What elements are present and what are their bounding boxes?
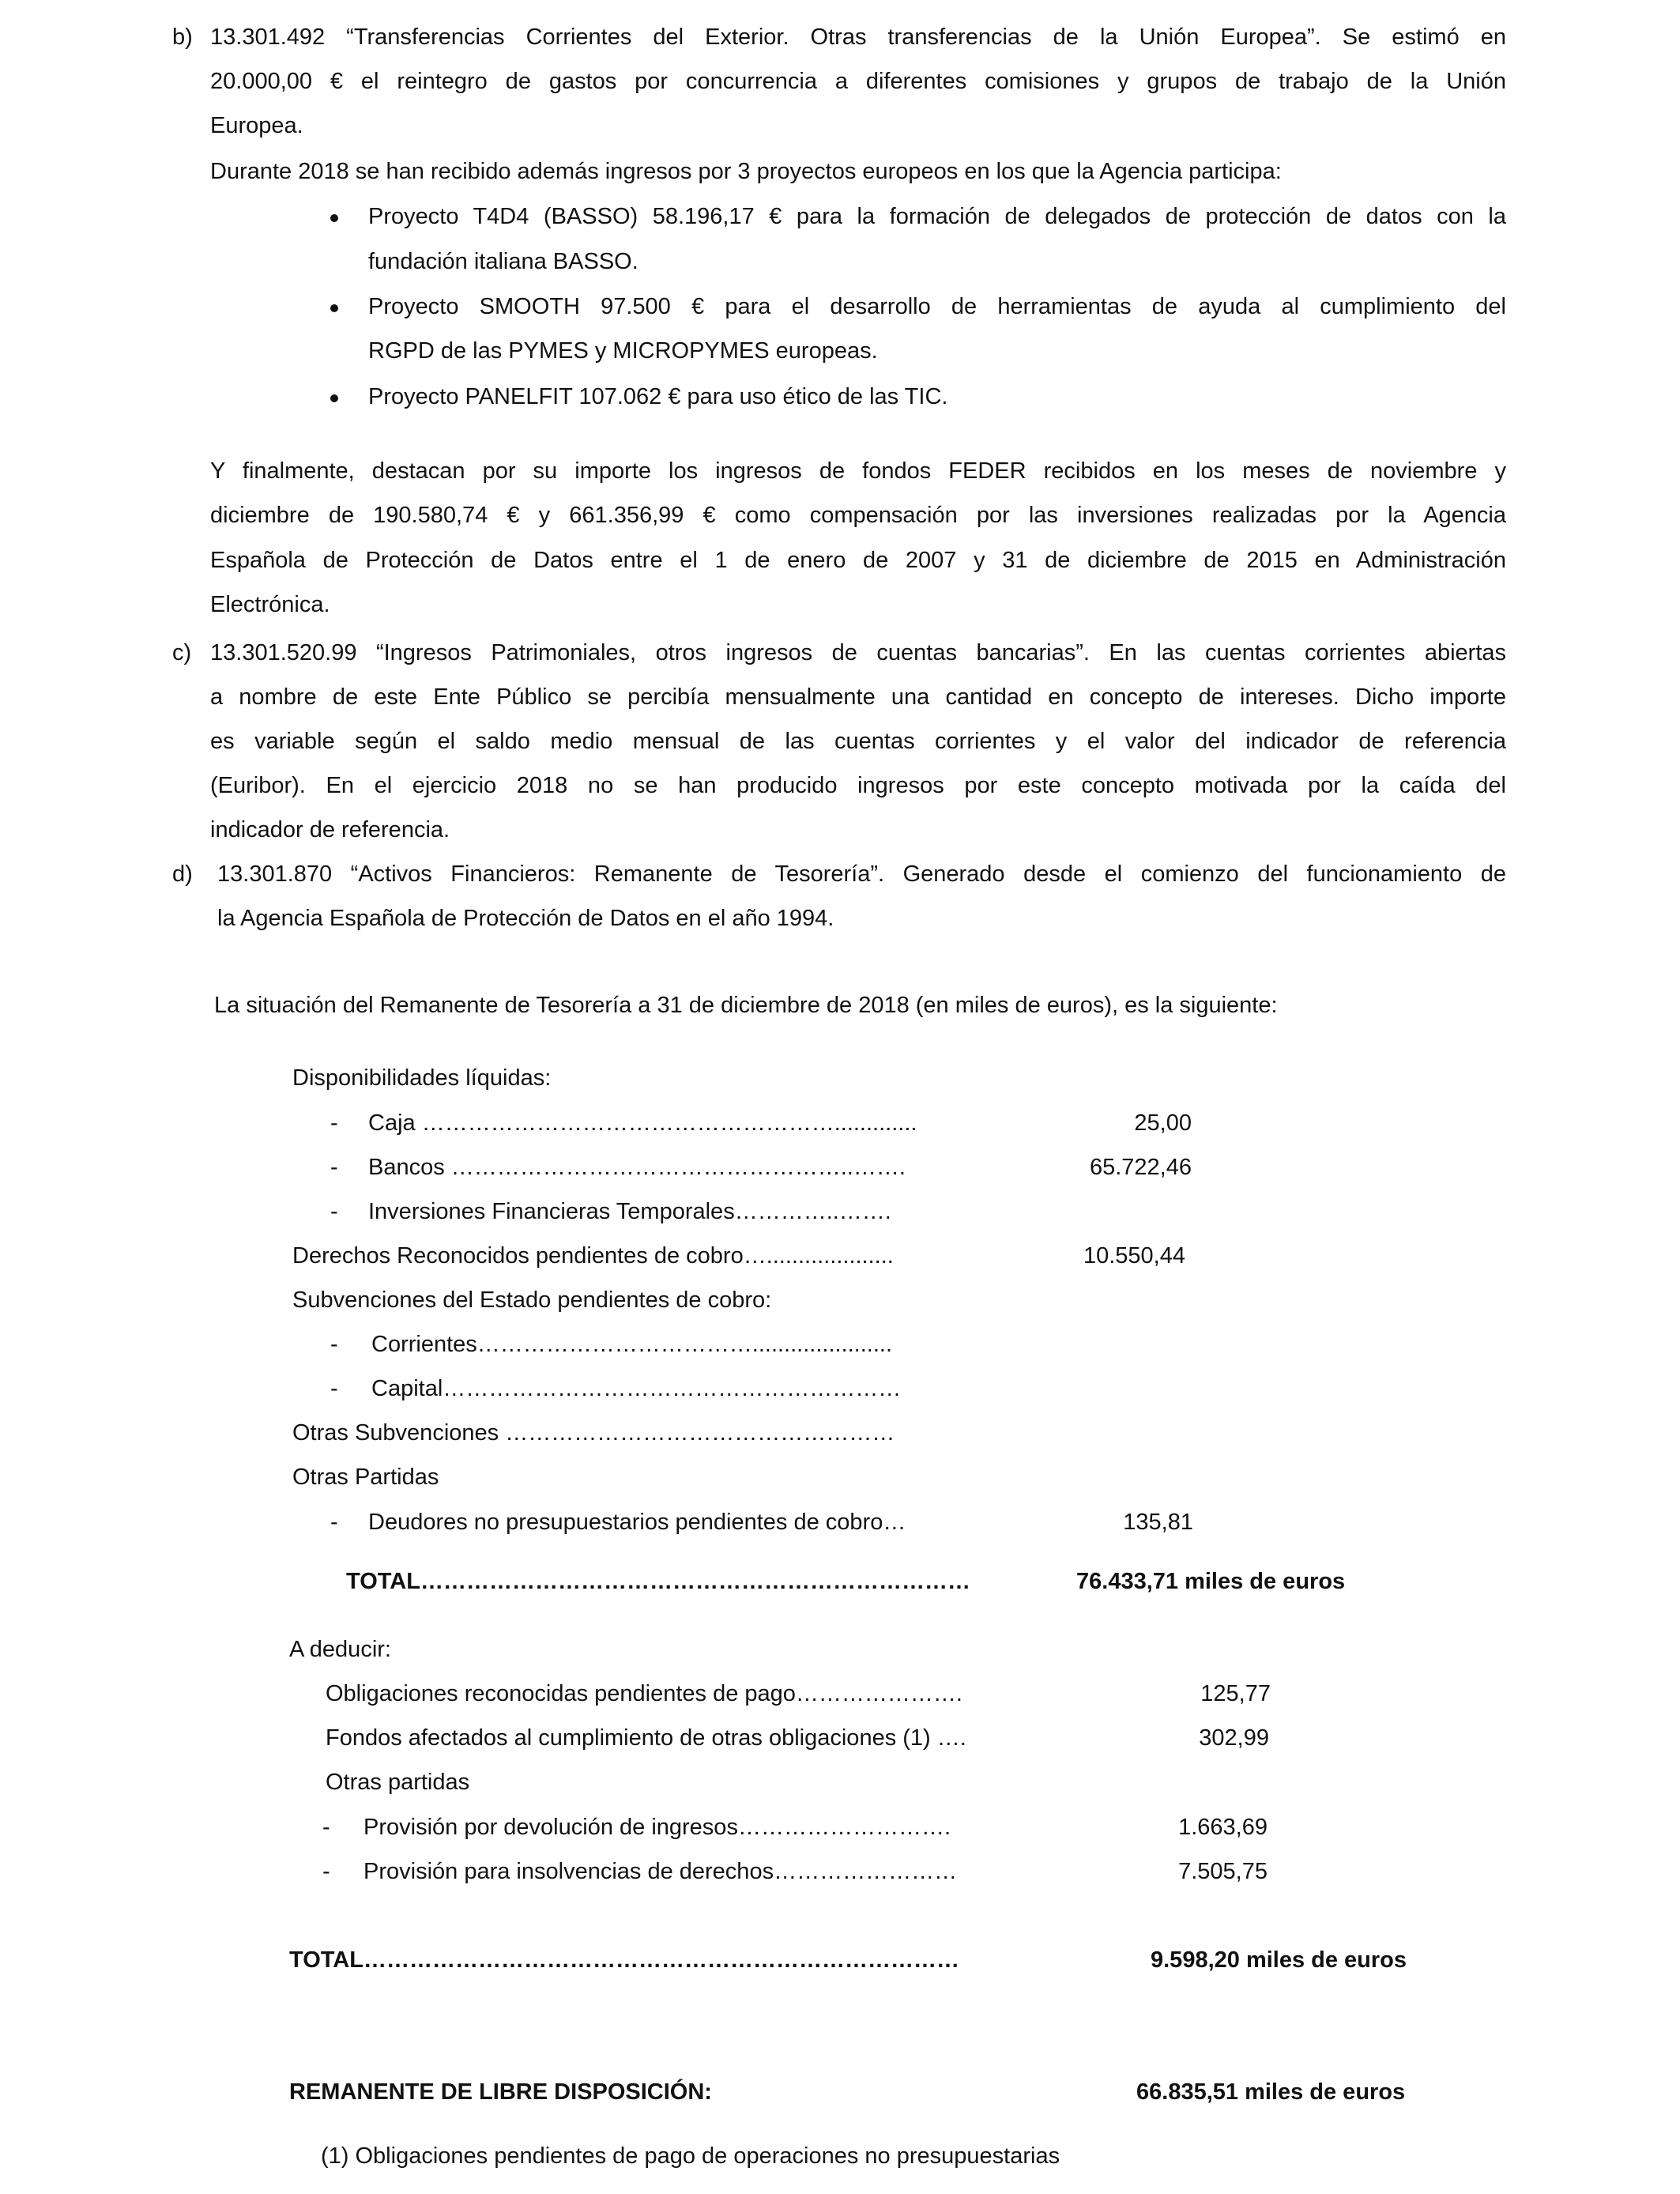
dash: - — [330, 1376, 338, 1401]
deudores-label: Deudores no presupuestarios pendientes de cobro… — [368, 1510, 906, 1535]
project-2-line-1: Proyecto SMOOTH 97.500 € para el desarrollo de herramientas de ayuda al cumplimiento del — [368, 294, 1506, 319]
feder-line-4: Electrónica. — [210, 592, 330, 617]
dash: - — [330, 1155, 338, 1180]
obligaciones-value: 125,77 — [1200, 1681, 1271, 1706]
item-c-line-1: 13.301.520.99 “Ingresos Patrimoniales, otros ingresos de cuentas bancarias”. En las cuentas corrientes abiertas — [210, 640, 1506, 665]
derechos-label: Derechos Reconocidos pendientes de cobro….................... — [292, 1243, 894, 1269]
deductions-total-value: 9.598,20 miles de euros — [1151, 1947, 1407, 1973]
fondos-value: 302,99 — [1199, 1725, 1269, 1751]
deductions-total-label: TOTAL…………………………………………………………………… — [289, 1947, 959, 1973]
dash: - — [322, 1815, 330, 1840]
deudores-value: 135,81 — [1123, 1510, 1193, 1535]
dash: - — [322, 1859, 330, 1884]
assets-total-label: TOTAL……………………………………………………………… — [346, 1569, 970, 1594]
project-1-line-1: Proyecto T4D4 (BASSO) 58.196,17 € para la formación de delegados de protección de datos con la — [368, 204, 1506, 229]
bancos-label: Bancos ……………………………………………..……. — [368, 1155, 906, 1180]
feder-line-3: Española de Protección de Datos entre el 1 de enero de 2007 y 31 de diciembre de 2015 en Administración — [210, 548, 1506, 573]
item-c-line-5: indicador de referencia. — [210, 817, 450, 843]
obligaciones-label: Obligaciones reconocidas pendientes de pago…………………. — [326, 1681, 962, 1706]
project-3-line-1: Proyecto PANELFIT 107.062 € para uso ético de las TIC. — [368, 384, 948, 409]
otras-subvenciones-label: Otras Subvenciones …………………………………………… — [292, 1420, 895, 1446]
provision-insolvencias-value: 7.505,75 — [1178, 1859, 1268, 1884]
item-b-marker: b) — [172, 25, 193, 50]
provision-devolucion-value: 1.663,69 — [1178, 1815, 1268, 1840]
item-c-line-3: es variable según el saldo medio mensual de las cuentas corrientes y el valor del indicador de referencia — [210, 729, 1506, 754]
caja-label: Caja ………………………………………………............. — [368, 1110, 917, 1136]
feder-line-1: Y finalmente, destacan por su importe los ingresos de fondos FEDER recibidos en los meses de noviembre y — [210, 458, 1506, 484]
project-1-line-2: fundación italiana BASSO. — [368, 249, 638, 274]
subvenciones-label: Subvenciones del Estado pendientes de cobro: — [292, 1287, 772, 1313]
capital-label: Capital…………………………………………………… — [371, 1376, 902, 1401]
otras-partidas-deducir-label: Otras partidas — [326, 1770, 470, 1795]
situation-intro: La situación del Remanente de Tesorería a 31 de diciembre de 2018 (en miles de euros), es la siguiente: — [214, 993, 1278, 1018]
remanente-value: 66.835,51 miles de euros — [1136, 2079, 1406, 2105]
item-b-line-3: Europea. — [210, 113, 303, 138]
footnote: (1) Obligaciones pendientes de pago de operaciones no presupuestarias — [321, 2143, 1060, 2169]
bullet-icon — [330, 304, 338, 312]
feder-line-2: diciembre de 190.580,74 € y 661.356,99 € como compensación por las inversiones realizadas por la Agencia — [210, 503, 1506, 528]
bullet-icon — [330, 394, 338, 402]
dash: - — [330, 1332, 338, 1357]
fondos-label: Fondos afectados al cumplimiento de otras obligaciones (1) …. — [326, 1725, 966, 1751]
item-b-line-2: 20.000,00 € el reintegro de gastos por concurrencia a diferentes comisiones y grupos de trabajo de la Unión — [210, 69, 1506, 94]
deducir-label: A deducir: — [289, 1637, 391, 1662]
dash: - — [330, 1510, 338, 1535]
dash: - — [330, 1199, 338, 1224]
disponibilidades-label: Disponibilidades líquidas: — [292, 1065, 552, 1091]
item-b-line-1: 13.301.492 “Transferencias Corrientes del Exterior. Otras transferencias de la Unión Europea”. Se estimó en — [210, 25, 1506, 50]
derechos-value: 10.550,44 — [1083, 1243, 1185, 1269]
projects-intro: Durante 2018 se han recibido además ingresos por 3 proyectos europeos en los que la Agencia participa: — [210, 159, 1282, 184]
otras-partidas-label: Otras Partidas — [292, 1465, 439, 1490]
provision-insolvencias-label: Provisión para insolvencias de derechos…………………… — [363, 1859, 958, 1884]
caja-value: 25,00 — [1134, 1110, 1192, 1136]
item-c-marker: c) — [172, 640, 192, 665]
bullet-icon — [330, 214, 338, 222]
item-c-line-2: a nombre de este Ente Público se percibía mensualmente una cantidad en concepto de intereses. Dicho importe — [210, 684, 1506, 710]
item-d-line-1: 13.301.870 “Activos Financieros: Remanente de Tesorería”. Generado desde el comienzo del funcionamiento de — [217, 861, 1506, 887]
item-d-marker: d) — [172, 861, 193, 887]
assets-total-value: 76.433,71 miles de euros — [1076, 1569, 1346, 1594]
project-2-line-2: RGPD de las PYMES y MICROPYMES europeas. — [368, 338, 878, 364]
remanente-label: REMANENTE DE LIBRE DISPOSICIÓN: — [289, 2079, 712, 2105]
item-d-line-2: la Agencia Española de Protección de Datos en el año 1994. — [217, 906, 834, 931]
inversiones-label: Inversiones Financieras Temporales…………..……. — [368, 1199, 891, 1224]
item-c-line-4: (Euribor). En el ejercicio 2018 no se han producido ingresos por este concepto motivada por la caída del — [210, 773, 1506, 798]
dash: - — [330, 1110, 338, 1136]
bancos-value: 65.722,46 — [1089, 1155, 1192, 1180]
corrientes-label: Corrientes………………………………...................... — [371, 1332, 893, 1357]
provision-devolucion-label: Provisión por devolución de ingresos………………………. — [363, 1815, 951, 1840]
